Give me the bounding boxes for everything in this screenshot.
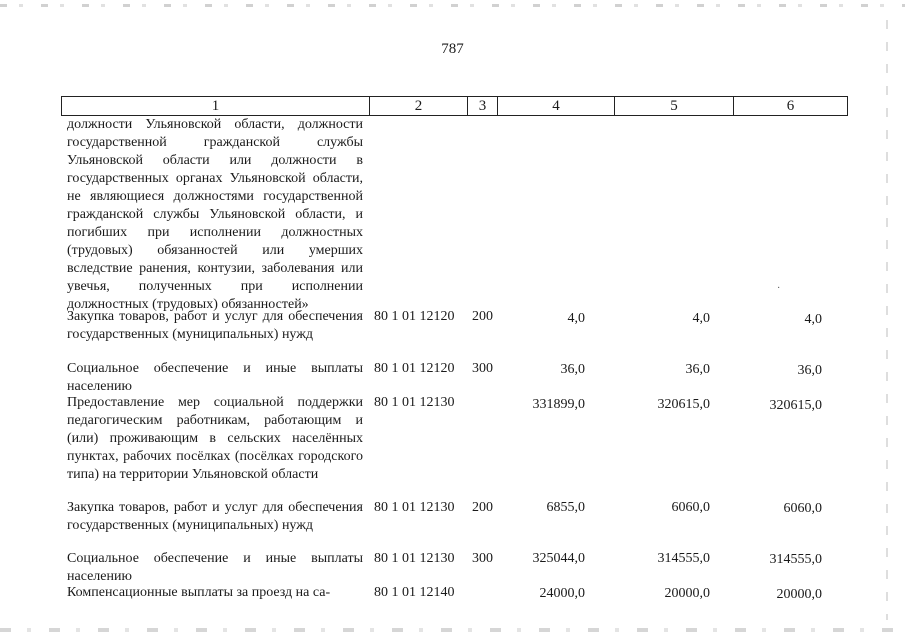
row-4-text: Закупка товаров, работ и услуг для обеспечения государственных (муниципальных) нужд bbox=[67, 500, 363, 533]
header-col-5: 5 bbox=[614, 96, 734, 116]
row-5-value-4: 325044,0 bbox=[532, 551, 585, 566]
scan-noise-top bbox=[0, 4, 905, 7]
row-2-value-5: 36,0 bbox=[685, 362, 710, 377]
row-1-vr: 200 bbox=[472, 309, 493, 324]
header-col-6: 6 bbox=[733, 96, 848, 116]
header-col-2: 2 bbox=[369, 96, 468, 116]
row-4-value-6: 6060,0 bbox=[783, 501, 822, 516]
margin-mark: · bbox=[777, 283, 781, 294]
row-2-value-6: 36,0 bbox=[797, 363, 822, 378]
row-1-value-4: 4,0 bbox=[567, 311, 585, 326]
row-1-value-6: 4,0 bbox=[804, 312, 822, 327]
row-4-value-4: 6855,0 bbox=[546, 500, 585, 515]
row-5-text: Социальное обеспечение и иные выплаты населению bbox=[67, 551, 363, 584]
row-5-code: 80 1 01 12130 bbox=[374, 551, 455, 566]
scan-noise-right bbox=[886, 20, 888, 620]
row-1-value-5: 4,0 bbox=[692, 311, 710, 326]
row-6-value-6: 20000,0 bbox=[776, 587, 822, 602]
page-number: 787 bbox=[441, 41, 464, 57]
header-col-1: 1 bbox=[61, 96, 370, 116]
header-col-3: 3 bbox=[467, 96, 498, 116]
row-3-code: 80 1 01 12130 bbox=[374, 395, 455, 410]
row-3-value-4: 331899,0 bbox=[532, 397, 585, 412]
row-2-text: Социальное обеспечение и иные выплаты населению bbox=[67, 361, 363, 394]
row-5-vr: 300 bbox=[472, 551, 493, 566]
row-4-value-5: 6060,0 bbox=[671, 500, 710, 515]
row-4-code: 80 1 01 12130 bbox=[374, 500, 455, 515]
row-4-vr: 200 bbox=[472, 500, 493, 515]
row-1-text: Закупка товаров, работ и услуг для обеспечения государственных (муниципальных) нужд bbox=[67, 309, 363, 342]
row-3-value-6: 320615,0 bbox=[769, 398, 822, 413]
row-2-vr: 300 bbox=[472, 361, 493, 376]
row-6-value-4: 24000,0 bbox=[539, 586, 585, 601]
row-5-value-5: 314555,0 bbox=[657, 551, 710, 566]
row-5-value-6: 314555,0 bbox=[769, 552, 822, 567]
row-6-code: 80 1 01 12140 bbox=[374, 585, 455, 600]
scan-noise-bottom bbox=[0, 628, 905, 632]
row-6-value-5: 20000,0 bbox=[664, 586, 710, 601]
row-1-code: 80 1 01 12120 bbox=[374, 309, 455, 324]
header-col-4: 4 bbox=[497, 96, 615, 116]
row-3-value-5: 320615,0 bbox=[657, 397, 710, 412]
row-2-code: 80 1 01 12120 bbox=[374, 361, 455, 376]
row-6-text: Компенсационные выплаты за проезд на са- bbox=[67, 585, 331, 600]
row-3-text: Предоставление мер социальной поддержки педагогическим работникам, работающим и (или) проживающим в сельских населённых пунктах, рабочих посёлках (посёлках городского типа) на территории Ульяновской области bbox=[67, 395, 363, 482]
row-0-text: должности Ульяновской области, должности государственной гражданской службы Ульяновской области или должности в государственных органах Ульяновской области, не являющиеся должностями государственной гражданской службы Ульяновской области, и погибших при исполнении должностных (трудовых) обязанностей или умерших вследствие ранения, контузии, заболевания или увечья, полученных при исполнении должностных (трудовых) обязанностей» bbox=[67, 117, 363, 312]
row-2-value-4: 36,0 bbox=[560, 362, 585, 377]
